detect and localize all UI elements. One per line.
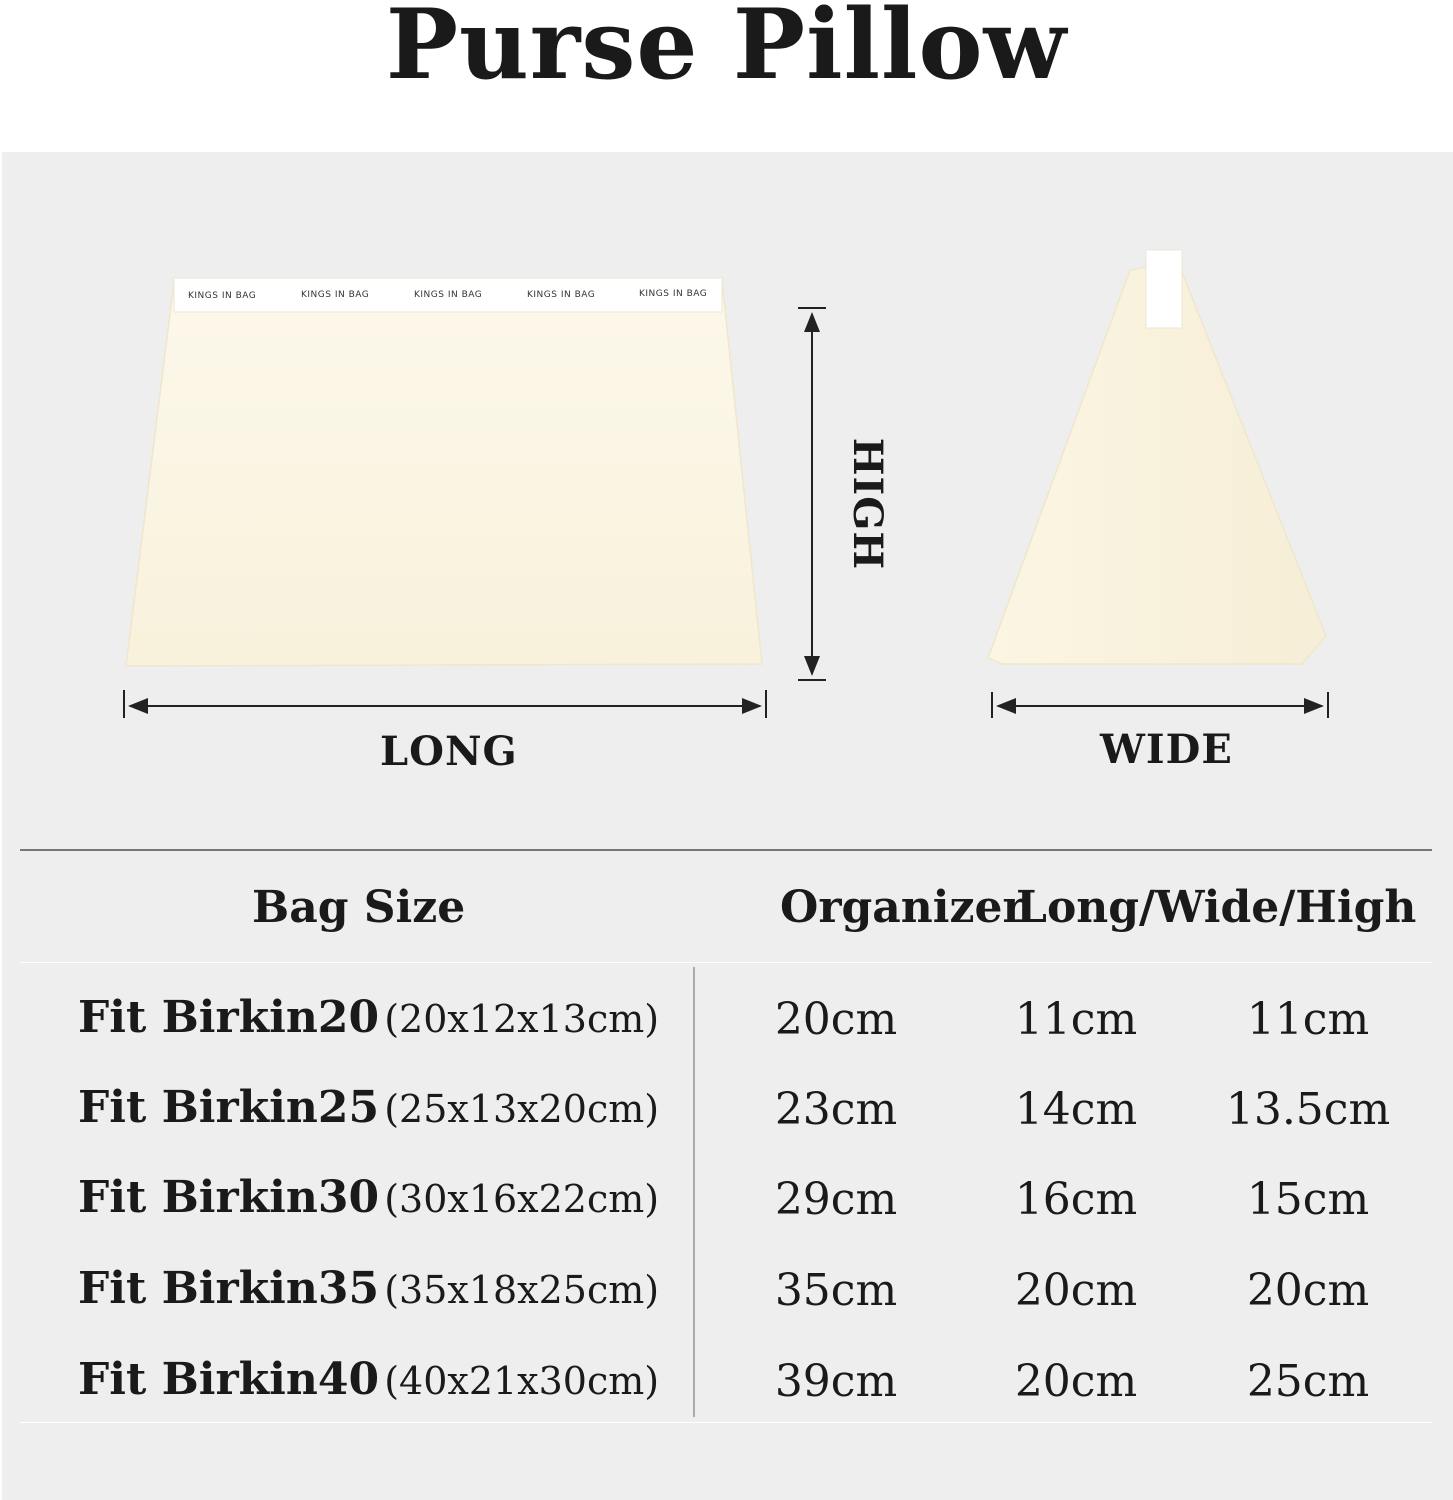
wide-dimension-arrow <box>992 692 1328 718</box>
organizer-long: 23cm <box>774 1084 898 1135</box>
brand-band-text: KINGS IN BAG <box>188 291 257 301</box>
dimension-diagram <box>2 152 1453 852</box>
table-row-label <box>78 1172 659 1223</box>
long-pillow <box>126 278 762 666</box>
brand-band-text: KINGS IN BAG <box>527 290 596 300</box>
content-panel <box>2 152 1453 1500</box>
bag-model: Fit Birkin40 <box>78 1354 380 1405</box>
organizer-long: 39cm <box>774 1356 898 1407</box>
organizer-high: 13.5cm <box>1225 1084 1391 1135</box>
bag-dimensions: (35x18x25cm) <box>384 1268 660 1312</box>
header-long-wide-high: Long/Wide/High <box>1016 882 1417 933</box>
pillow-illustration <box>2 152 1453 852</box>
organizer-high: 20cm <box>1246 1265 1370 1316</box>
organizer-wide: 14cm <box>1014 1084 1138 1135</box>
table-row-label <box>78 1082 659 1133</box>
header-organizer: Organizer <box>780 882 1026 933</box>
brand-band-text: KINGS IN BAG <box>414 290 483 300</box>
organizer-long: 35cm <box>774 1265 898 1316</box>
organizer-long: 20cm <box>774 994 898 1045</box>
column-divider <box>693 967 695 1417</box>
table-top-rule <box>20 849 1432 851</box>
bag-model: Fit Birkin35 <box>78 1263 380 1314</box>
organizer-high: 25cm <box>1246 1356 1370 1407</box>
organizer-wide: 20cm <box>1014 1356 1138 1407</box>
table-row-label <box>78 1354 659 1405</box>
bag-model: Fit Birkin30 <box>78 1172 380 1223</box>
organizer-wide: 16cm <box>1014 1174 1138 1225</box>
organizer-long: 29cm <box>774 1174 898 1225</box>
page-title: Purse Pillow <box>385 0 1068 101</box>
bag-model: Fit Birkin20 <box>78 992 380 1043</box>
wide-label: WIDE <box>1100 726 1233 773</box>
table-row-label <box>78 992 659 1043</box>
header-bag-size: Bag Size <box>252 882 466 933</box>
brand-band-text: KINGS IN BAG <box>639 289 708 299</box>
table-bottom-rule <box>20 1422 1432 1423</box>
brand-band-text: KINGS IN BAG <box>301 290 370 300</box>
long-dimension-arrow <box>124 690 766 718</box>
bag-dimensions: (30x16x22cm) <box>384 1177 660 1221</box>
high-dimension-arrow <box>798 308 826 680</box>
header-rule <box>20 962 1432 963</box>
organizer-high: 11cm <box>1246 994 1370 1045</box>
organizer-wide: 11cm <box>1014 994 1138 1045</box>
long-label: LONG <box>380 728 518 775</box>
bag-model: Fit Birkin25 <box>78 1082 380 1133</box>
high-label: HIGH <box>844 437 891 571</box>
organizer-high: 15cm <box>1246 1174 1370 1225</box>
organizer-wide: 20cm <box>1014 1265 1138 1316</box>
bag-dimensions: (40x21x30cm) <box>384 1359 660 1403</box>
table-row-label <box>78 1263 659 1314</box>
bag-dimensions: (25x13x20cm) <box>384 1087 660 1131</box>
wide-pillow <box>988 250 1326 664</box>
bag-dimensions: (20x12x13cm) <box>384 997 660 1041</box>
